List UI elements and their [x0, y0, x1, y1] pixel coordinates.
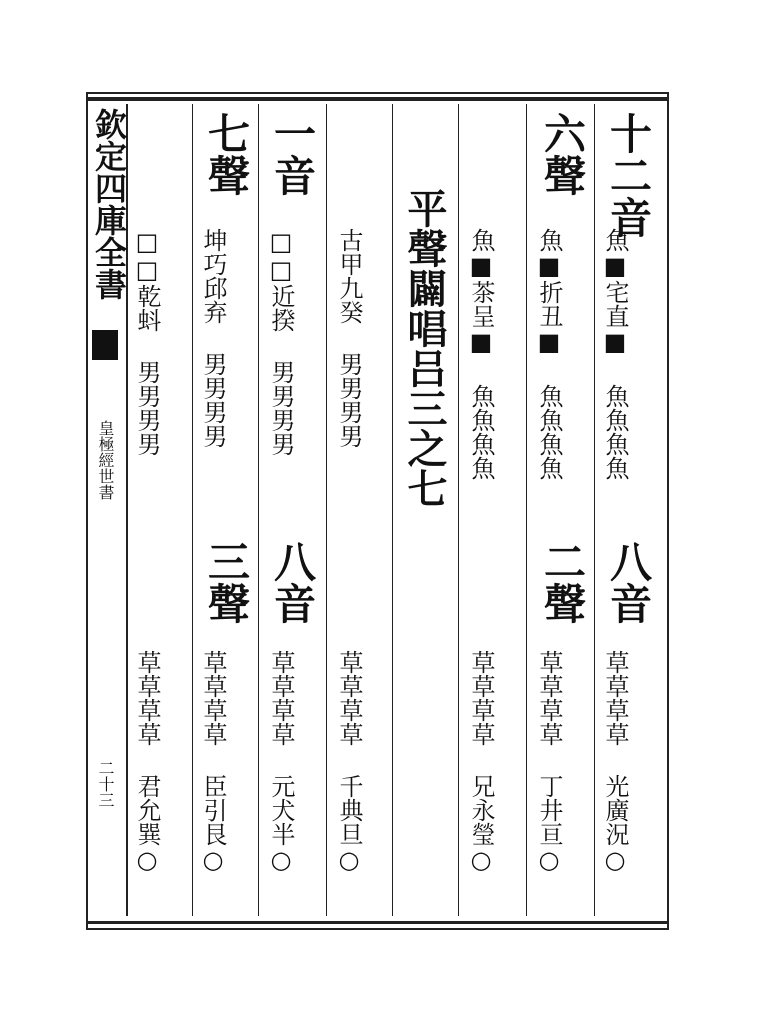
- top-rule: [86, 97, 669, 101]
- column-text: 古甲九癸 男男男男: [335, 228, 363, 448]
- column-heading: 八音: [268, 540, 317, 624]
- page-title: 平聲闢唱吕三之七: [401, 188, 448, 508]
- column-rule: [458, 104, 459, 916]
- margin-subtitle: 皇極經世書: [96, 420, 115, 500]
- column-heading: 十二音: [604, 112, 653, 238]
- column-heading: 二聲: [538, 540, 587, 624]
- column-heading: 一音: [268, 112, 317, 196]
- column-heading: 八音: [604, 540, 653, 624]
- column-text: 草草草草 千典旦○: [335, 650, 363, 874]
- column-rule: [326, 104, 327, 916]
- column-rule: [594, 104, 595, 916]
- column-text: 草草草草 兄永瑩○: [467, 650, 495, 874]
- column-text: 草草草草 元犬半○: [267, 650, 295, 874]
- column-text: □□乾蚪 男男男男: [133, 228, 161, 456]
- column-rule: [258, 104, 259, 916]
- column-text: 坤巧邱弃 男男男男: [199, 228, 227, 448]
- column-text: 魚■宅直■ 魚魚魚魚: [601, 228, 629, 480]
- column-rule: [526, 104, 527, 916]
- column-rule: [192, 104, 193, 916]
- column-text: □□近揆 男男男男: [267, 228, 295, 456]
- column-heading: 七聲: [202, 112, 251, 196]
- column-heading: 六聲: [538, 112, 587, 196]
- column-text: 魚■茶呈■ 魚魚魚魚: [467, 228, 495, 480]
- column-text: 草草草草 丁井亘○: [535, 650, 563, 874]
- column-rule: [392, 104, 393, 916]
- column-text: 草草草草 光廣況○: [601, 650, 629, 874]
- margin-title: 欽定四庫全書: [90, 108, 128, 300]
- column-text: 草草草草 臣引艮○: [199, 650, 227, 874]
- column-text: 魚■折丑■ 魚魚魚魚: [535, 228, 563, 480]
- fish-tail-mark: [92, 330, 118, 360]
- column-text: 草草草草 君允巽○: [133, 650, 161, 874]
- page-frame: [86, 92, 669, 930]
- bottom-rule: [86, 921, 669, 924]
- column-heading: 三聲: [202, 540, 251, 624]
- margin-page-number: 二十三: [96, 760, 115, 808]
